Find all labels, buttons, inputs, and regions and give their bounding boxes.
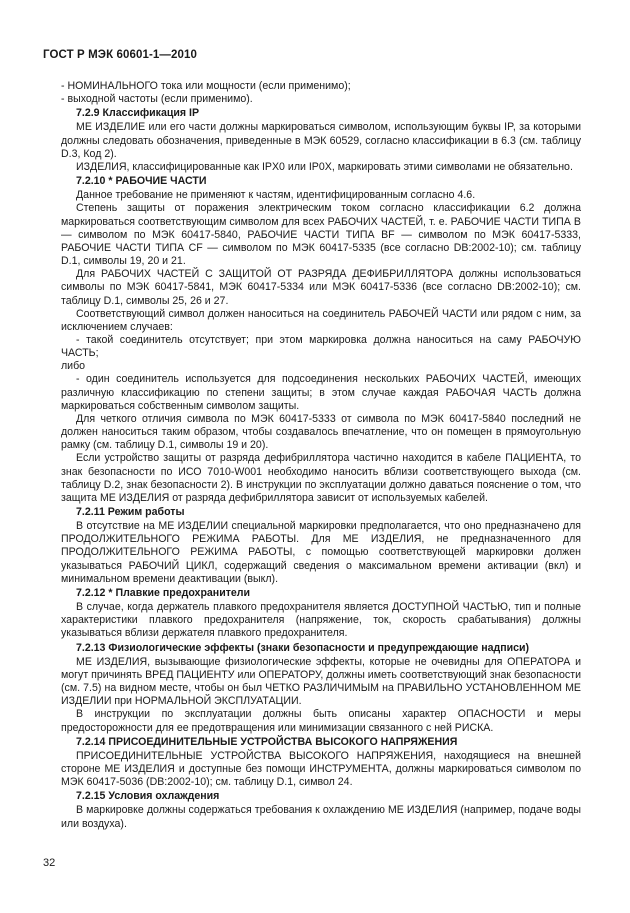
paragraph: Степень защиты от поражения электрическим током согласно классификации 6.2 должна маркироваться соответствующим символом для всех РАБОЧИХ ЧАСТЕЙ, т. е. РАБОЧИЕ ЧАСТИ ТИПА В — символом по МЭК 60417-5840, РАБОЧИЕ ЧАСТИ ТИПА BF — символом по МЭК 60417-5333, РАБОЧИЕ ЧАСТИ ТИПА CF — символом по МЭК 60417-5335 (все согласно DB:2002-10); см. таблицу D.1, символы 19, 20 и 21. (61, 202, 581, 268)
paragraph: В случае, когда держатель плавкого предохранителя является ДОСТУПНОЙ ЧАСТЬЮ, тип и полные характеристики плавкого предохранителя (напряжение, ток, скорость срабатывания) должны указываться вблизи держателя плавкого предохранителя. (61, 601, 581, 640)
section-heading: 7.2.15 Условия охлаждения (76, 790, 220, 803)
paragraph: Для РАБОЧИХ ЧАСТЕЙ С ЗАЩИТОЙ ОТ РАЗРЯДА ДЕФИБРИЛЛЯТОРА должны использоваться символы по МЭК 60417-5841, МЭК 60417-5334 или МЭК 60417-5336 (все согласно DB:2002-10); см. таблицу D.1, символы 25, 26 и 27. (61, 268, 581, 307)
paragraph: МЕ ИЗДЕЛИЯ, вызывающие физиологические эффекты, которые не очевидны для ОПЕРАТОРА и могут причинять ВРЕД ПАЦИЕНТУ или ОПЕРАТОРУ, должны иметь соответствующий знак безопасности (см. 7.5) на видном месте, чтобы он был ЧЕТКО РАЗЛИЧИМЫМ на ПРАВИЛЬНО УСТАНОВЛЕННОМ МЕ ИЗДЕЛИИ при НОРМАЛЬНОЙ ЭКСПЛУАТАЦИИ. (61, 655, 581, 708)
section-heading: 7.2.11 Режим работы (76, 506, 185, 518)
document-body (61, 80, 581, 831)
paragraph: - один соединитель используется для подсоединения нескольких РАБОЧИХ ЧАСТЕЙ, имеющих различную классификацию по степени защиты; в этом случае каждая РАБОЧАЯ ЧАСТЬ должна маркироваться собственным символом защиты. (61, 373, 581, 412)
paragraph: МЕ ИЗДЕЛИЕ или его части должны маркироваться символом, использующим буквы IP, за которыми должны следовать обозначения, приведенные в МЭК 60529, согласно классификации в 6.3 (см. таблицу D.3, Код 2). (61, 121, 581, 160)
paragraph: либо (61, 360, 86, 373)
paragraph: Для четкого отличия символа по МЭК 60417-5333 от символа по МЭК 60417-5840 последний не должен наноситься таким образом, чтобы создавалось впечатление, что он помещен в прямоугольную рамку (см. таблицу D.1, символы 19 и 20). (61, 412, 581, 452)
paragraph: - такой соединитель отсутствует; при этом маркировка должна наноситься на саму РАБОЧУЮ ЧАСТЬ; (61, 333, 581, 360)
paragraph: В отсутствие на МЕ ИЗДЕЛИИ специальной маркировки предполагается, что оно предназначено для ПРОДОЛЖИТЕЛЬНОГО РЕЖИМА РАБОТЫ. Для МЕ ИЗДЕЛИЯ, не предназначенного для ПРОДОЛЖИТЕЛЬНОГО РЕЖИМА РАБОТЫ, с помощью соответствующей маркировки должен указываться РАБОЧИЙ ЦИКЛ, содержащий сведения о максимальном времени активации (вкл) и минимальном времени деактивации (выкл). (61, 520, 581, 585)
section-heading: 7.2.10 * РАБОЧИЕ ЧАСТИ (76, 175, 207, 188)
paragraph: В маркировке должны содержаться требования к охлаждению МЕ ИЗДЕЛИЯ (например, подаче воды или воздуха). (61, 804, 581, 830)
paragraph: ПРИСОЕДИНИТЕЛЬНЫЕ УСТРОЙСТВА ВЫСОКОГО НАПРЯЖЕНИЯ, находящиеся на внешней стороне МЕ ИЗДЕЛИЯ и доступные без помощи ИНСТРУМЕНТА, должны маркироваться символом по МЭК 60417-5036 (DB:2002-10); см. таблицу D.1, символ 24. (61, 749, 581, 789)
paragraph: В инструкции по эксплуатации должны быть описаны характер ОПАСНОСТИ и меры предосторожности для ее предотвращения или минимизации связанного с ней РИСКА. (61, 708, 581, 734)
section-heading: 7.2.13 Физиологические эффекты (знаки безопасности и предупреждающие надписи) (76, 641, 530, 654)
page-number: 32 (43, 857, 56, 869)
paragraph: - выходной частоты (если применимо). (61, 93, 253, 106)
document-header: ГОСТ Р МЭК 60601-1—2010 (43, 49, 197, 61)
section-heading: 7.2.9 Классификация IP (76, 107, 200, 120)
paragraph: - НОМИНАЛЬНОГО тока или мощности (если применимо); (61, 80, 351, 92)
paragraph: Если устройство защиты от разряда дефибриллятора частично находится в кабеле ПАЦИЕНТА, то знак безопасности по ИСО 7010-W001 необходимо наносить вблизи соответствующего выхода (см. таблицу D.2, знак безопасности 2). В инструкции по эксплуатации должно даваться пояснение о том, что защита МЕ ИЗДЕЛИЯ от разряда дефибриллятора зависит от используемых кабелей. (61, 452, 581, 504)
section-heading: 7.2.12 * Плавкие предохранители (76, 586, 251, 599)
paragraph: Данное требование не применяют к частям, идентифицированным согласно 4.6. (76, 189, 476, 202)
section-heading: 7.2.14 ПРИСОЕДИНИТЕЛЬНЫЕ УСТРОЙСТВА ВЫСОКОГО НАПРЯЖЕНИЯ (76, 735, 458, 748)
paragraph: Соответствующий символ должен наноситься на соединитель РАБОЧЕЙ ЧАСТИ или рядом с ним, за исключением случаев: (61, 307, 581, 333)
paragraph: ИЗДЕЛИЯ, классифицированные как IPX0 или IP0X, маркировать этими символами не обязательно. (76, 160, 573, 173)
